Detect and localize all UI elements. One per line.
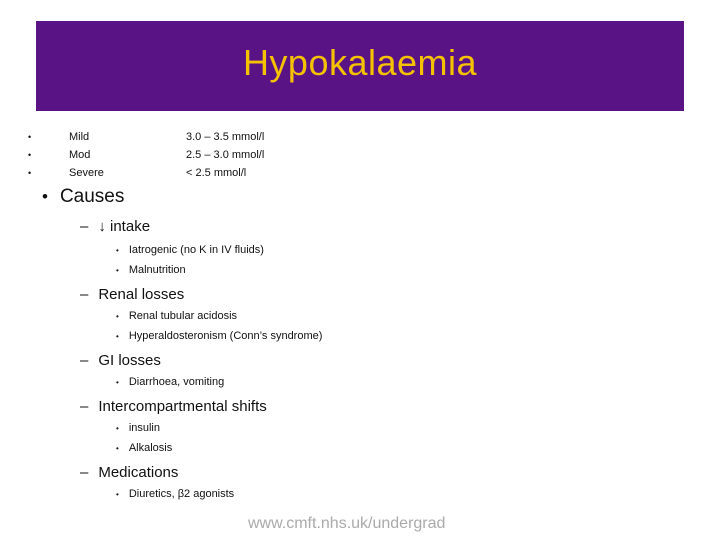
- cause-group-label: Renal losses: [98, 286, 185, 303]
- bullet: •: [28, 168, 32, 178]
- cause-group-renal: [80, 286, 184, 303]
- cause-group-gi: [80, 352, 161, 369]
- item-text: Renal tubular acidosis: [128, 310, 238, 322]
- list-item: [116, 422, 160, 434]
- list-item: [116, 330, 322, 342]
- severity-range: 2.5 – 3.0 mmol/l: [186, 149, 265, 161]
- severity-row-severe: [28, 164, 264, 182]
- item-text: Diarrhoea, vomiting: [128, 376, 225, 388]
- severity-range: < 2.5 mmol/l: [186, 167, 247, 179]
- cause-group-intake: [80, 218, 150, 235]
- causes-heading: [42, 186, 124, 208]
- severity-row-mild: [28, 128, 264, 146]
- bullet: •: [28, 150, 32, 160]
- item-text: insulin: [128, 422, 160, 434]
- severity-row-mod: [28, 146, 264, 164]
- list-item: [116, 488, 234, 500]
- cause-group-label: GI losses: [98, 352, 161, 369]
- bullet: •: [116, 377, 119, 387]
- bullet: •: [28, 132, 32, 142]
- footer-url: www.cmft.nhs.uk/undergrad: [248, 515, 446, 532]
- slide-title: Hypokalaemia: [242, 42, 478, 83]
- dash: –: [80, 286, 89, 303]
- severity-name: Mod: [69, 149, 91, 161]
- severity-list: [28, 128, 264, 182]
- cause-group-label: Medications: [98, 464, 179, 481]
- list-item: [116, 310, 237, 322]
- bullet: •: [116, 245, 119, 255]
- bullet: •: [116, 443, 119, 453]
- dash: –: [80, 398, 89, 415]
- list-item: [116, 442, 172, 454]
- item-text: Malnutrition: [128, 264, 186, 276]
- bullet: •: [116, 423, 119, 433]
- bullet: •: [116, 489, 119, 499]
- list-item: [116, 264, 186, 276]
- item-text: Alkalosis: [128, 442, 173, 454]
- list-item: [116, 244, 264, 256]
- causes-label: Causes: [59, 186, 125, 207]
- cause-group-label: Intercompartmental shifts: [98, 398, 267, 415]
- bullet: •: [116, 331, 119, 341]
- severity-range: 3.0 – 3.5 mmol/l: [186, 131, 265, 143]
- severity-name: Mild: [69, 131, 90, 143]
- severity-name: Severe: [69, 167, 104, 179]
- cause-group-shifts: [80, 398, 267, 415]
- dash: –: [80, 352, 89, 369]
- item-text: Diuretics, β2 agonists: [128, 488, 235, 500]
- cause-group-medications: [80, 464, 178, 481]
- dash: –: [80, 218, 89, 235]
- item-text: Hyperaldosteronism (Conn’s syndrome): [128, 330, 323, 342]
- item-text: Iatrogenic (no K in IV fluids): [128, 244, 264, 256]
- cause-group-label: ↓ intake: [98, 218, 151, 235]
- bullet: •: [42, 187, 48, 206]
- bullet: •: [116, 265, 119, 275]
- list-item: [116, 376, 224, 388]
- dash: –: [80, 464, 89, 481]
- bullet: •: [116, 311, 119, 321]
- title-banner: [36, 21, 684, 111]
